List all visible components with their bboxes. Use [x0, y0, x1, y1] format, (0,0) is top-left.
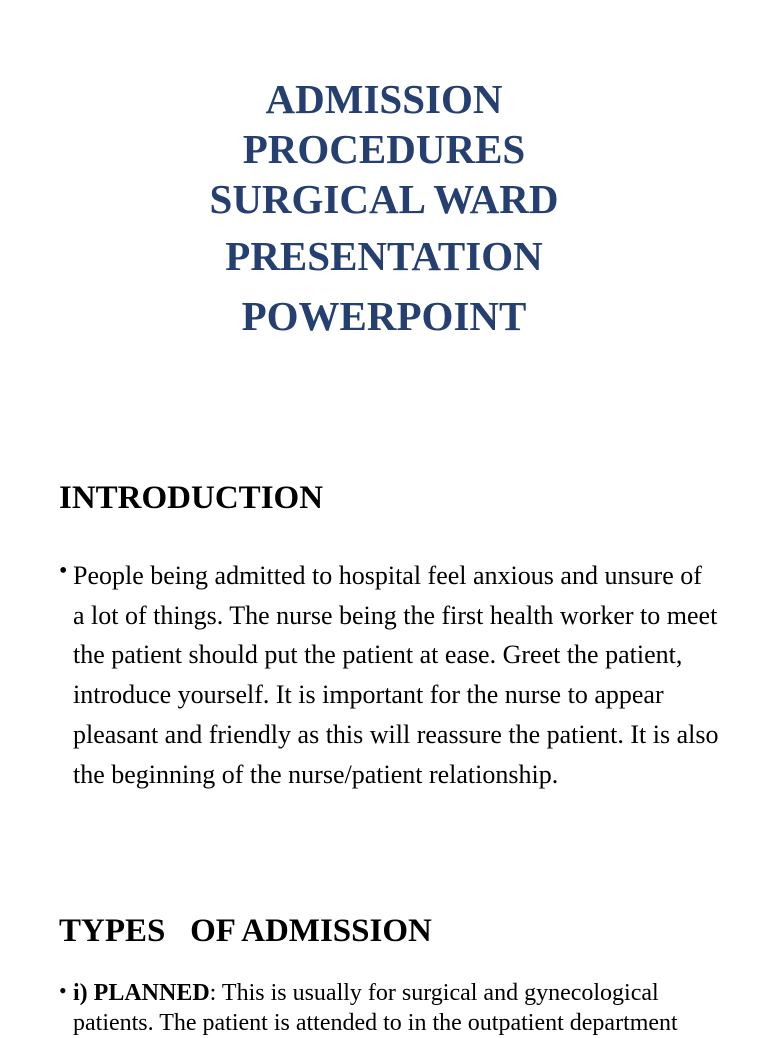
- title-line-3: SURGICAL WARD: [209, 176, 559, 222]
- planned-admission-bullet: [59, 978, 719, 1038]
- bullet-icon: •: [59, 978, 67, 1003]
- title-line-5: POWERPOINT: [241, 293, 527, 339]
- planned-admission-text: [59, 978, 719, 1038]
- introduction-bullet-text: People being admitted to hospital feel anxious and unsure of a lot of things. The nurse being the first health worker to meet the patient should put the patient at ease. Greet the patient, introduce yourself. It is important for the nurse to appear pleasant and friendly as this will reassure the patient. It is also the beginning of the nurse/patient relationship.: [73, 561, 719, 789]
- types-of-admission-heading: TYPES OF ADMISSION: [59, 913, 432, 949]
- planned-admission-marker: i) PLANNED: [73, 980, 210, 1006]
- title-line-1: ADMISSION: [265, 76, 503, 122]
- title-line-2: PROCEDURES: [242, 126, 526, 172]
- title-line-4: PRESENTATION: [225, 233, 543, 279]
- document-title: [0, 74, 768, 344]
- introduction-heading: INTRODUCTION: [59, 480, 324, 516]
- planned-admission-description: : This is usually for surgical and gynecological patients. The patient is attended to in the outpatient department: [73, 980, 678, 1036]
- introduction-bullet: [59, 556, 719, 794]
- bullet-icon: •: [59, 558, 68, 584]
